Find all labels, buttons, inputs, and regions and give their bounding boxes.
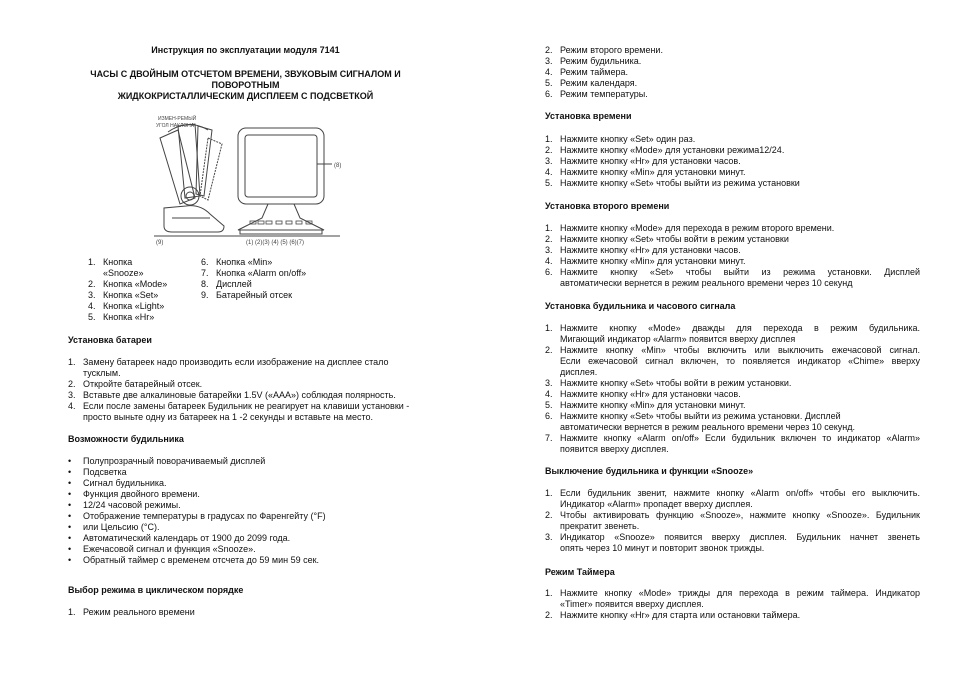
list-item: • Сигнал будильника.: [68, 478, 167, 488]
list-item: 9. Батарейный отсек: [201, 290, 293, 300]
figure-label-8: (8): [334, 163, 342, 169]
list-item: 3. Индикатор «Snooze» появится вверху дисплея. Будильник начнет звенеть опять через 10 минут и повторит звонок трижды.: [545, 532, 920, 553]
heading-line: ЖИДКОКРИСТАЛЛИЧЕСКИМ ДИСПЛЕЕМ С ПОДСВЕТКОЙ: [117, 91, 374, 101]
list-item: • Полупрозрачный поворачиваемый дисплей: [68, 456, 266, 466]
list-item: 5. Нажмите кнопку «Set» чтобы выйти из режима установки: [545, 178, 800, 188]
list-item: 4. Режим таймера.: [545, 67, 629, 77]
list-item: 2. Кнопка «Mode»: [88, 279, 168, 289]
list-item: • Обратный таймер с временем отсчета до 59 мин 59 сек.: [68, 555, 320, 565]
parts-list-right: [201, 257, 361, 301]
list-item: 1. Нажмите кнопку «Mode» трижды для перехода в режим таймера. Индикатор «Timer» появится вверху дисплея.: [545, 588, 920, 609]
figure-label-9: (9): [156, 240, 164, 246]
list-item: 4. Нажмите кнопку «Hr» для установки часов.: [545, 389, 741, 399]
list-item: 7. Кнопка «Alarm on/off»: [201, 268, 307, 278]
list-item: • Подсветка: [68, 467, 127, 477]
parts-list-left: [88, 257, 198, 323]
list-item: 3. Нажмите кнопку «Set» чтобы войти в режим установки.: [545, 378, 792, 388]
section-title-time-setting: Установка времени: [545, 111, 632, 121]
list-item: «Snooze»: [103, 268, 144, 278]
list-item: 6. Режим температуры.: [545, 89, 648, 99]
list-item: 3. Нажмите кнопку «Hr» для установки часов.: [545, 245, 741, 255]
list-item: 3. Режим будильника.: [545, 56, 642, 66]
alarm-setting-list: [545, 323, 920, 455]
section-title-features: Возможности будильника: [68, 434, 184, 444]
section-title-alarm-off: Выключение будильника и функции «Snooze»: [545, 466, 754, 476]
list-item: 2. Откройте батарейный отсек.: [68, 379, 203, 389]
list-item: 1. Нажмите кнопку «Mode» дважды для перехода в режим будильника. Мигающий индикатор «Alarm» появится вверху дисплея: [545, 323, 920, 344]
list-item: 1. Режим реального времени: [68, 607, 195, 617]
list-item: • или Цельсию (°C).: [68, 522, 160, 532]
list-item: 6. Кнопка «Min»: [201, 257, 273, 267]
list-item: 3. Кнопка «Set»: [88, 290, 159, 300]
list-item: • Отображение температуры в градусах по Фаренгейту (°F): [68, 511, 326, 521]
list-item: 6. Нажмите кнопку «Set» чтобы выйти из режима установки. Дисплей автоматически вернется в режим реального времени через 10 секунд: [545, 267, 920, 288]
main-heading: [68, 69, 423, 102]
features-list: [68, 456, 423, 566]
list-item: 1. Нажмите кнопку «Set» один раз.: [545, 134, 696, 144]
section-title-battery: Установка батареи: [68, 335, 152, 345]
second-time-list: [545, 223, 920, 289]
list-item: 5. Нажмите кнопку «Min» для установки минут.: [545, 400, 746, 410]
list-item: • Автоматический календарь от 1900 до 2099 года.: [68, 533, 291, 543]
list-item: 3. Вставьте две алкалиновые батарейки 1.5V («AAA») соблюдая полярность.: [68, 390, 396, 400]
list-item: 2. Нажмите кнопку «Min» чтобы включить или выключить ежечасовой сигнал. Если ежечасовой сигнал включен, то появляется индикатор «Chime» вверху дисплея.: [545, 345, 920, 377]
clock-figure: [150, 108, 370, 248]
list-item: 4. Если после замены батареек Будильник не реагирует на клавиши установки - просто выньте одну из батареек на 1 -2 секунды и вставьте на место.: [68, 401, 410, 422]
list-item: 1. Кнопка: [88, 257, 133, 267]
list-item: 4. Нажмите кнопку «Min» для установки минут.: [545, 167, 746, 177]
battery-list: [68, 357, 423, 423]
angle-label-1: ИЗМЕН-РЕМЫЙ: [158, 116, 197, 122]
angle-label-2: УГОЛ НАКЛОНА: [156, 123, 195, 129]
heading-line: ЧАСЫ С ДВОЙНЫМ ОТСЧЕТОМ ВРЕМЕНИ, ЗВУКОВЫМ СИГНАЛОМ И: [90, 69, 401, 79]
list-item: 2. Нажмите кнопку «Hr» для старта или остановки таймера.: [545, 610, 801, 620]
list-item: • 12/24 часовой режимы.: [68, 500, 181, 510]
section-title-modes: Выбор режима в циклическом порядке: [68, 585, 244, 595]
list-item: 4. Кнопка «Light»: [88, 301, 165, 311]
list-item: 2. Чтобы активировать функцию «Snooze», нажмите кнопку «Snooze». Будильник прекратит звенеть.: [545, 510, 920, 531]
list-item: 6. Нажмите кнопку «Set» чтобы выйти из режима установки. Дисплей автоматически вернется в режим реального времени через 10 секунд.: [545, 411, 856, 432]
list-item: 5. Кнопка «Hr»: [88, 312, 155, 322]
section-title-timer: Режим Таймера: [545, 567, 615, 577]
timer-list: [545, 588, 920, 621]
list-item: 1. Если будильник звенит, нажмите кнопку «Alarm on/off» чтобы его выключить. Индикатор «Alarm» пропадет вверху дисплея.: [545, 488, 920, 509]
list-item: 1. Нажмите кнопку «Mode» для перехода в режим второго времени.: [545, 223, 835, 233]
list-item: 7. Нажмите кнопку «Alarm on/off» Если будильник включен то индикатор «Alarm» появится вверху дисплея.: [545, 433, 920, 454]
doc-title: Инструкция по эксплуатации модуля 7141: [151, 45, 340, 55]
list-item: 4. Нажмите кнопку «Min» для установки минут.: [545, 256, 746, 266]
list-item: • Ежечасовой сигнал и функция «Snooze».: [68, 544, 256, 554]
list-item: 3. Нажмите кнопку «Hr» для установки часов.: [545, 156, 741, 166]
time-setting-list: [545, 134, 920, 189]
list-item: 2. Нажмите кнопку «Mode» для установки режима12/24.: [545, 145, 785, 155]
list-item: • Функция двойного времени.: [68, 489, 200, 499]
list-item: 1. Замену батареек надо производить если изображение на дисплее стало тусклым.: [68, 357, 389, 378]
modes-list-continued: [545, 45, 920, 100]
list-item: 8. Дисплей: [201, 279, 252, 289]
list-item: 2. Нажмите кнопку «Set» чтобы войти в режим установки: [545, 234, 789, 244]
list-item: 5. Режим календаря.: [545, 78, 638, 88]
list-item: 2. Режим второго времени.: [545, 45, 663, 55]
heading-line: ПОВОРОТНЫМ: [211, 80, 280, 90]
section-title-second-time: Установка второго времени: [545, 201, 670, 211]
figure-bottom-labels: (1) (2)(3) (4) (5) (6)(7): [246, 240, 304, 246]
section-title-alarm-setting: Установка будильника и часового сигнала: [545, 301, 736, 311]
alarm-off-list: [545, 488, 920, 554]
